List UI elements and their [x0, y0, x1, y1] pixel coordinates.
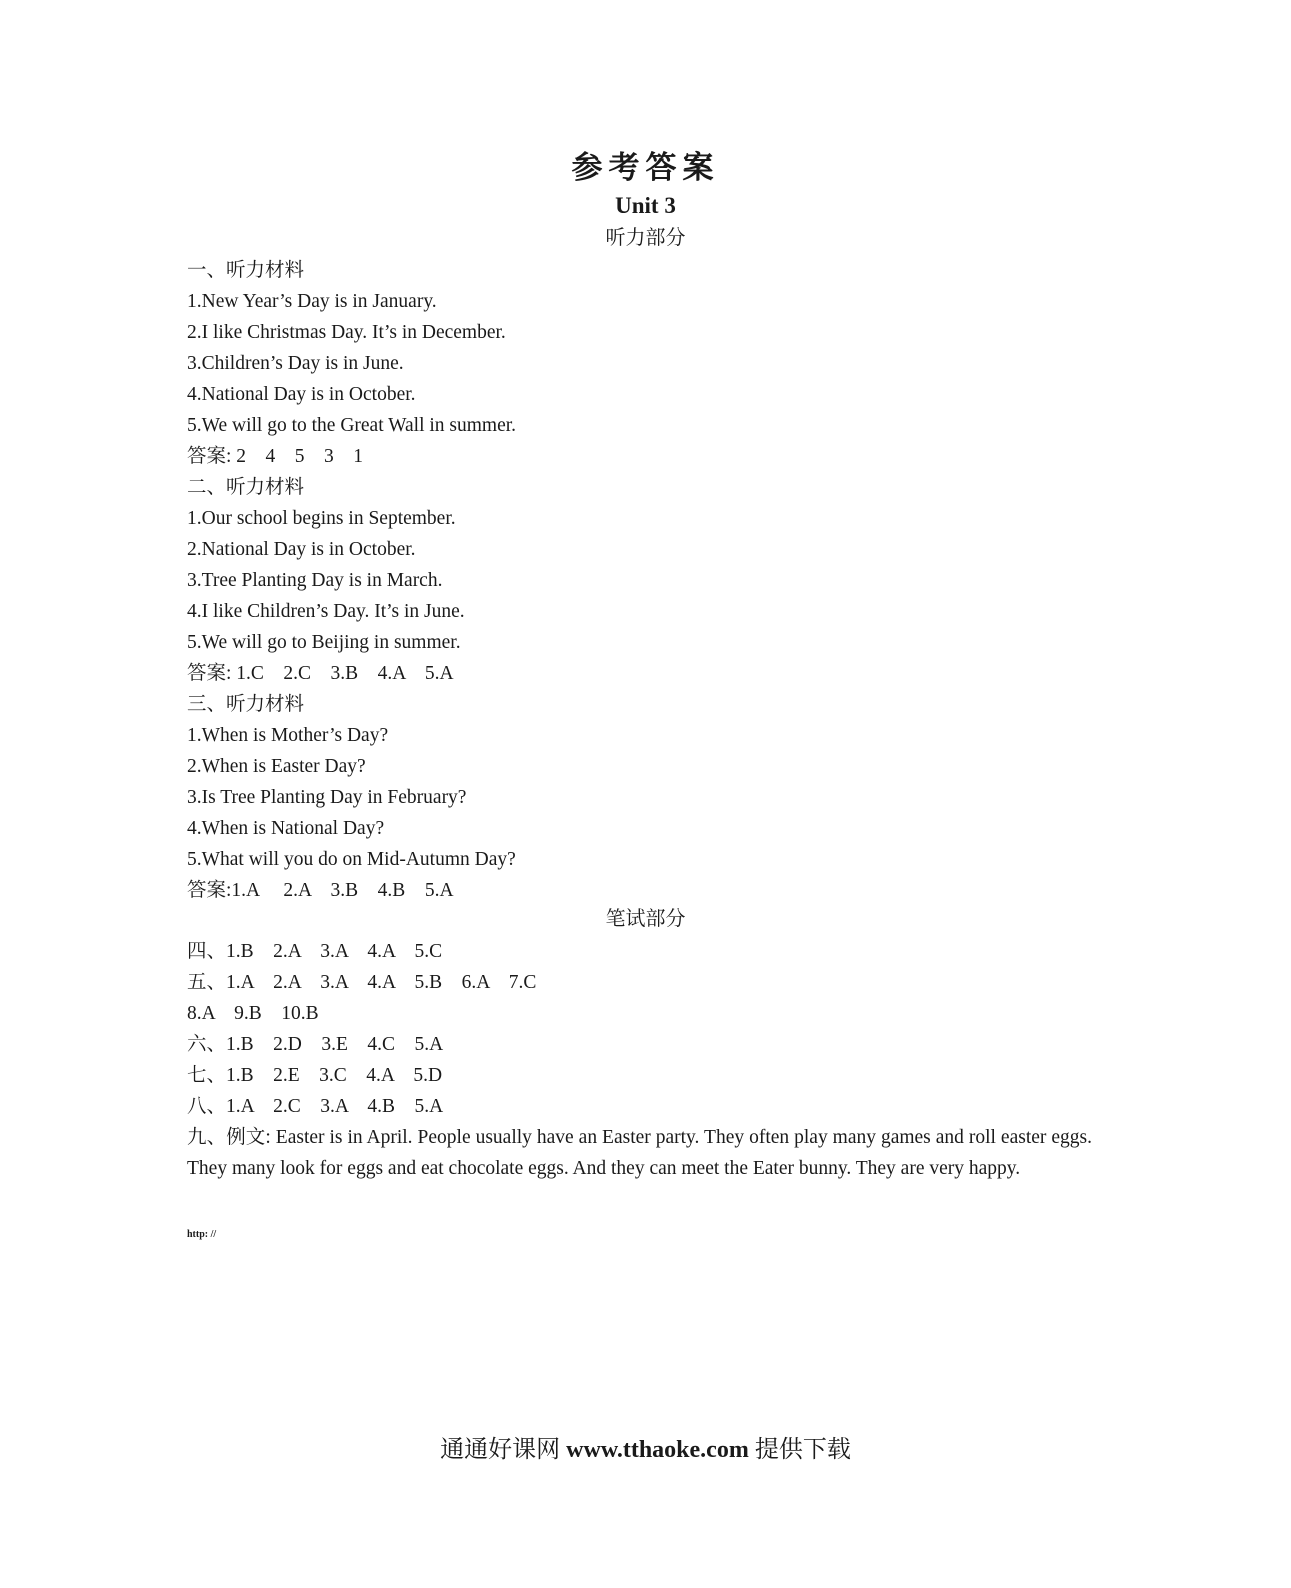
text-line: 3.Is Tree Planting Day in February?: [187, 787, 467, 808]
unit-heading: Unit 3: [615, 193, 676, 218]
footer-suffix: 提供下载: [754, 1437, 851, 1463]
text-line: 5.What will you do on Mid-Autumn Day?: [187, 849, 516, 870]
text-line: 3.Children’s Day is in June.: [187, 353, 404, 374]
footer-url: www.tthaoke.com: [566, 1437, 749, 1463]
text-line: 2.When is Easter Day?: [187, 756, 366, 777]
text-line: 5.We will go to Beijing in summer.: [187, 632, 461, 653]
text-line: 1.Our school begins in September.: [187, 508, 456, 529]
text-line: 1.New Year’s Day is in January.: [187, 291, 437, 312]
text-line: 1.When is Mother’s Day?: [187, 725, 389, 746]
text-line: 8.A 9.B 10.B: [187, 1003, 319, 1024]
text-line: 2.I like Christmas Day. It’s in December.: [187, 322, 506, 343]
text-line: 4.When is National Day?: [187, 818, 385, 839]
page-title: 参考答案: [571, 150, 720, 185]
text-line: 一、听力材料: [187, 260, 305, 281]
text-line: 七、1.B 2.E 3.C 4.A 5.D: [187, 1065, 443, 1086]
listening-section-heading: 听力部分: [605, 227, 686, 249]
text-line: 五、1.A 2.A 3.A 4.A 5.B 6.A 7.C: [187, 972, 537, 993]
text-line: 2.National Day is in October.: [187, 539, 416, 560]
text-line: 二、听力材料: [187, 477, 305, 498]
listening-answers: [187, 255, 1107, 906]
text-line: 三、听力材料: [187, 694, 305, 715]
text-line: 5.We will go to the Great Wall in summer.: [187, 415, 517, 436]
text-line: 八、1.A 2.C 3.A 4.B 5.A: [187, 1096, 444, 1117]
text-line: 六、1.B 2.D 3.E 4.C 5.A: [187, 1034, 444, 1055]
written-answers: [187, 936, 1107, 1122]
footer-site-name: 通通好课网: [440, 1437, 561, 1463]
text-line: 4.I like Children’s Day. It’s in June.: [187, 601, 465, 622]
text-line: 答案:1.A 2.A 3.B 4.B 5.A: [187, 880, 454, 901]
text-line: 4.National Day is in October.: [187, 384, 416, 405]
text-line: 3.Tree Planting Day is in March.: [187, 570, 443, 591]
footer-credit: [0, 1432, 1291, 1468]
text-line: 答案: 1.C 2.C 3.B 4.A 5.A: [187, 663, 454, 684]
sample-essay: 九、例文: Easter is in April. People usually have an Easter party. They often play many games and roll easter eggs. They many look for eggs and eat chocolate eggs. And they can meet the Eater bunny. They are very happy.: [187, 1127, 1092, 1179]
text-line: 答案: 2 4 5 3 1: [187, 446, 364, 467]
text-line: 四、1.B 2.A 3.A 4.A 5.C: [187, 941, 443, 962]
http-fragment: http: //: [187, 1229, 217, 1240]
written-section-heading: 笔试部分: [605, 908, 686, 930]
